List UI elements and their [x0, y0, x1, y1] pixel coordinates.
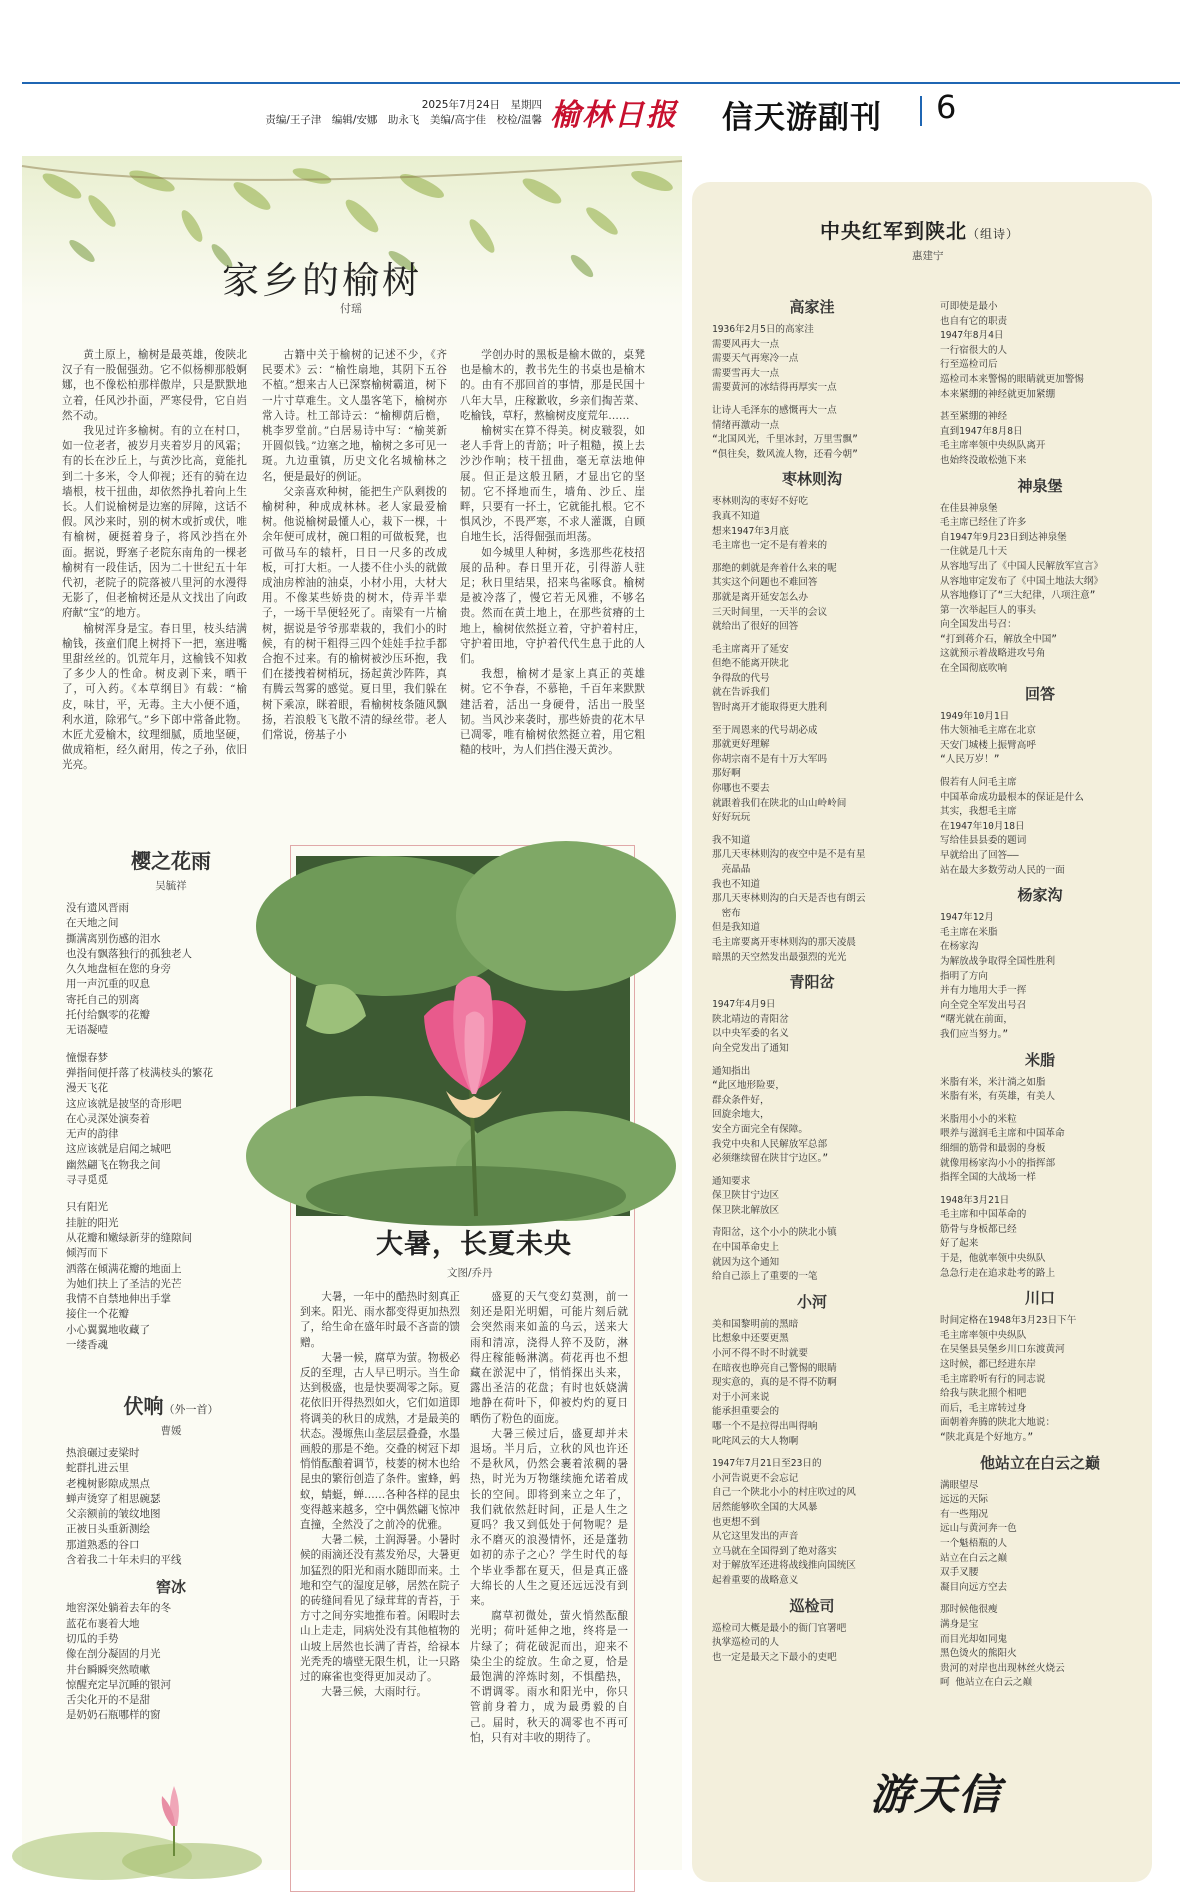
poem-line: 双手叉腰 — [940, 1567, 979, 1579]
poem-body-2 — [66, 1601, 276, 1723]
poem-line: 通知要求 — [712, 1175, 751, 1187]
poem-line: 毛主席已经住了许多 — [940, 517, 1027, 529]
paragraph: 大暑三候，大雨时行。 — [321, 1686, 428, 1699]
poem-line: 面朝着奔腾的陕北大地说： — [940, 1417, 1056, 1429]
paragraph: 榆树实在算不得美。树皮皲裂，如老人手背上的青筋；叶子粗糙，摸上去沙沙作响；枝干扭曲，毫无章法地伸展。但正是这般丑陋，才显出它的坚韧。它不择地而生，墙角、沙丘、崖畔，只要有一抔土，它就能扎根。它不惧风沙，不畏严寒，不求人灌溉，自顾自地生长，活得倔强而坦荡。 — [460, 425, 645, 544]
poem-line: 憧憬春梦 — [66, 1051, 108, 1064]
poem-line: “北国风光，千里冰封，万里雪飘” — [712, 434, 858, 446]
poem-line: 这应该就是披坚的奇形吧 — [66, 1097, 182, 1110]
poem-title — [66, 1390, 276, 1419]
poem-line: 黑色烫火的熊阳火 — [940, 1648, 1017, 1660]
poem-section-title: 米脂 — [1024, 1050, 1055, 1069]
stanza-gap — [712, 1449, 912, 1457]
poem-line: 接住一个花瓣 — [66, 1308, 129, 1321]
poem-line: 小河不得不时不时就要 — [712, 1348, 808, 1360]
paragraph: 我想，榆树才是家上真正的英雄树。它不争春，不慕艳，千百年来默默建活着，活出一身硬骨，活出一股坚韧。当风沙来袭时，那些娇贵的花木早已凋零，唯有榆树依然挺立着，用它粗糙的枝叶，为人们挡住漫天黄沙。 — [460, 668, 645, 757]
stanza-gap — [712, 1167, 912, 1175]
poem-line: 急急行走在追求赴考的路上 — [940, 1267, 1056, 1279]
poem-line: 1949年10月1日 — [940, 710, 1010, 722]
newspaper-logo: 榆林日报 — [550, 98, 678, 133]
poem-line: 自己一个陕北小小的村庄吹过的风 — [712, 1487, 856, 1499]
poem-section-title: 枣林则沟 — [781, 470, 842, 489]
poem-cycle-column-1 — [712, 290, 912, 1770]
poem-line: 那几天枣林则沟的夜空中是不是有星 — [712, 849, 866, 861]
poem-line: 就因为这个通知 — [712, 1256, 780, 1268]
poem-line: 蛇群扎进云里 — [66, 1462, 129, 1475]
poem-line: 一个魁梧瓶的人 — [940, 1537, 1008, 1549]
poem-line: 保卫陕甘宁边区 — [712, 1190, 780, 1202]
poem-line: 安全方面完全有保障。 — [712, 1123, 808, 1135]
poem-line: 天安门城楼上振臂高呼 — [940, 739, 1036, 751]
poem-line: 并有力地用大手一挥 — [940, 985, 1027, 997]
poem-line: 立马就在全国得到了绝对落实 — [712, 1545, 837, 1557]
stanza-gap — [940, 402, 1140, 410]
stanza-gap — [712, 716, 912, 724]
essay-author-summer: 文图/乔丹 — [447, 1267, 493, 1279]
poem-line: 也始终没敢松弛下来 — [940, 454, 1027, 466]
poem-line: 1947年12月 — [940, 912, 994, 924]
section-title: 信天游副刊 — [722, 100, 882, 136]
poem-line: 巡检司大概是最小的衙门官署吧 — [712, 1622, 847, 1634]
poem-line: “曙光就在前面， — [940, 1014, 1013, 1026]
stanza-gap — [66, 1188, 276, 1200]
essay-summer-column-2 — [470, 1290, 628, 1880]
poem-line: 像在剖分凝固的月光 — [66, 1648, 161, 1661]
poem-line: 其实，我想毛主席 — [940, 806, 1017, 818]
poem-line: 争得敌的代号 — [712, 672, 770, 684]
poem-line: 比想象中还要更黑 — [712, 1333, 789, 1345]
poem-line: 用一声沉重的叹息 — [66, 978, 150, 991]
paragraph: 父亲喜欢种树，能把生产队剩拨的榆树种，种成成林林。老人家最爱榆树。他说榆树最懂人心，栽下一棵，十余年便可成材，碗口粗的可做板凳，也可做马车的辕杆，日日一尺多的改成板，可打大柜。一人搂不住小头的就做成油房榨油的油桌，小材小用，大材大用。不像某些娇贵的树木，侍弄半辈子，一场干旱便轻死了。南梁有一片榆树，据说是爷爷那辈栽的，我们小的时候，有的树干粗得三四个娃娃手拉手都合抱不过来。有的榆树被沙压环抱，我们在搂拽着树梢玩，扬起黄沙阵阵，真有腾云驾雾的感觉。夏日里，我们躲在树下乘凉，眯着眼，看榆树枝条随风飘扬，若浪般飞飞散不清的绿丝带。老人们常说，傍基子小 — [262, 485, 447, 742]
poem-section-title: 小河 — [796, 1292, 827, 1311]
poem-line: 在佳县神泉堡 — [940, 502, 998, 514]
poem-line: “此区地形险要， — [712, 1080, 785, 1092]
stanza-gap — [712, 635, 912, 643]
poem-line: 筋骨与身板都已经 — [940, 1223, 1017, 1235]
poem-line: 寻寻觅觅 — [66, 1174, 108, 1187]
poem-line: 在心灵深处演奏着 — [66, 1112, 150, 1125]
poem-line: 蓝花布裹着大地 — [66, 1617, 140, 1630]
poem-line: 以中央军委的名义 — [712, 1028, 789, 1040]
poem-line: 需要黄河的冰结得再厚实一点 — [712, 382, 837, 394]
poem-line: 撕满离别伤感的泪水 — [66, 932, 161, 945]
poem-line: 米脂用小小的米粒 — [940, 1113, 1017, 1125]
poem-line: 只有阳光 — [66, 1201, 108, 1214]
poem-line: 好了起来 — [940, 1238, 979, 1250]
stanza-gap — [940, 1105, 1140, 1113]
poem-line: 1948年3月21日 — [940, 1194, 1010, 1206]
poem-section-title: 他站立在白云之巅 — [979, 1453, 1100, 1472]
poem-line: 早就给出了回答—— — [940, 850, 1019, 861]
poem-line: 远山与黄河奔一色 — [940, 1523, 1017, 1535]
poem-line: 那时候他很瘦 — [940, 1604, 998, 1616]
poem-line: 哪一个不是拉得出叫得响 — [712, 1421, 818, 1432]
poem-line: 满身是宝 — [940, 1618, 979, 1630]
poem-line: 惊醒充定早沉睡的银河 — [66, 1678, 171, 1691]
paragraph: 榆树浑身是宝。春日里，枝头结满榆钱，孩童们爬上树捋下一把，塞进嘴里甜丝丝的。饥荒年月，这榆钱不知救了多少人的性命。树皮剥下来，晒干了，可入药。《本草纲目》有载：“榆皮，味甘，平，无毒。主大小便不通，利水道，除邪气。”乡下郎中常备此物。木匠尤爱榆木，纹理细腻，质地坚硬，做成箱柜，经久耐用，传之子孙，依旧光亮。 — [62, 622, 247, 772]
poem-line: 1947年8月4日 — [940, 330, 1004, 342]
poem-line: 至于周恩来的代号胡必成 — [712, 724, 818, 736]
paragraph: 盛夏的天气变幻莫测，前一刻还是阳光明媚，可能片刻后就会突然雨来如盖的乌云，送来大雨和清凉，浇得人猝不及防，淋得庄稼能畅淋漓。荷花再也不想藏在淤泥中了，悄悄探出头来，露出圣洁的花盘；有时也妖娆满地静在荷叶下，仰被灼灼的夏日晒伤了粉色的面庞。 — [470, 1291, 628, 1425]
poem-line: 可即使是最小 — [940, 301, 998, 312]
poem-line: “俱往矣，数风流人物，还看今朝” — [712, 448, 858, 460]
poem-line: 行至巡检司后 — [940, 359, 998, 371]
poem-line: 小河告说更不会忘记 — [712, 1472, 799, 1484]
essay-title-hometown: 家乡的榆树 — [222, 259, 422, 302]
poem-line: 现实意的，真的是不得不防啊 — [712, 1377, 837, 1389]
paragraph: 大暑一候，腐草为萤。物极必反的至理，古人早已明示。当生命达到极盛，也是快要凋零之际。夏花依旧开得热烈如火，它们如道即将调美的秋日的成熟，才是最美的状态。漫塬焦山垄层层叠叠，水墨画般的那是不绝。交叠的树冠下却悄悄酝酿着调节，枝萎的树木也给昆虫的繁衍创造了条件。蜜蜂，蚂蚁，蜻蜓，蝉……各种各样的昆虫变得越来越多，空中偶然翩飞惊冲直撞，全然没了之前冷的优雅。 — [300, 1351, 460, 1532]
poem-line: 毛主席率领中央纵队离开 — [940, 440, 1046, 452]
poem-line: 也一定是最天之下最小的吏吧 — [712, 1651, 837, 1663]
poem-line: 密布 — [712, 907, 741, 919]
poem-line: 必须继续留在陕甘宁边区。” — [712, 1153, 829, 1165]
paragraph: 大暑三候过后，盛夏却并未退场。半月后，立秋的风也许还不是秋风，仍然会裹着浓稠的暑热，时光为万物继续施允诺着成长的空间。即将到来立之年了，我们就依然赶时间，正是人生之夏吗？我又到低处于何物呢？是永不磨灭的浪漫情怀，还是蓬勃如初的赤子之心？学生时代的每个毕业季都在夏天，但是真正盛大绵长的人生之夏还远远没有到来。 — [470, 1427, 628, 1608]
poem-line: 为她们扶上了圣洁的光芒 — [66, 1277, 182, 1290]
masthead — [22, 84, 1180, 136]
poem-line: 小心翼翼地收藏了 — [66, 1323, 150, 1336]
poem-line: 想来1947年3月底 — [712, 525, 789, 537]
poem-line: 我情不自禁地伸出手掌 — [66, 1293, 171, 1306]
poem-line: 但是我知道 — [712, 922, 760, 934]
poem-line: 其实这个问题也不难回答 — [712, 577, 818, 589]
poem-line: 在全国彻底吹响 — [940, 663, 1008, 675]
poem-section-title: 巡检司 — [789, 1596, 835, 1615]
poem-line: 向全党全军发出号召 — [940, 999, 1027, 1011]
poem-line: 远远的天际 — [940, 1494, 988, 1506]
poem-line: 美和国黎明前的黑暗 — [712, 1318, 799, 1330]
poem-line: 在1947年10月18日 — [940, 820, 1025, 832]
poem-line: 毛主席聆听有行的同志说 — [940, 1373, 1046, 1385]
poem-line: 居然能够吹全国的大风暴 — [712, 1501, 818, 1513]
poem-line: 于是，他就率领中央纵队 — [940, 1253, 1046, 1265]
poem-line: 也自有它的职责 — [940, 315, 1008, 327]
stanza-gap — [712, 826, 912, 834]
poem-line: 站立在白云之巅 — [940, 1552, 1008, 1564]
poem-line: 陕北靖边的青阳岔 — [712, 1013, 789, 1025]
poem-line: 热浪碾过麦梁时 — [66, 1447, 140, 1459]
poem-cycle-title-main: 中央红军到陕北 — [820, 219, 967, 243]
editor-credits: 责编/王子津 编辑/安娜 助永飞 美编/高宇佳 校检/温馨 — [265, 114, 542, 126]
poem-line: 好好玩玩 — [712, 812, 751, 824]
poem-line: 井台瞬瞬突然喷嗽 — [66, 1663, 150, 1676]
issue-date: 2025年7月24日 星期四 — [421, 99, 542, 111]
poem-line: 你胡宗南不是有十万大军吗 — [712, 753, 828, 765]
poem-body — [66, 901, 276, 1353]
poem-line: “人民万岁！” — [940, 754, 1000, 766]
poem-line: 你哪也不要去 — [712, 783, 770, 795]
poem-line: 让诗人毛泽东的感慨再大一点 — [712, 404, 837, 416]
poem-line: 托付给飘零的花瓣 — [66, 1009, 150, 1022]
poem-line: 从容地写出了《中国人民解放军宣言》 — [940, 560, 1104, 572]
poem-line: 暗黑的天空然发出最强烈的光光 — [712, 951, 847, 963]
poem-line: 1947年7月21日至23日的 — [712, 1458, 822, 1470]
poem-line: 米脂有米，有英雄，有美人 — [940, 1091, 1056, 1103]
poem-line: 甚至紧绷的神经 — [940, 411, 1008, 423]
poem-line: 我不知道 — [712, 834, 751, 846]
poem-line: “陕北真是个好地方。” — [940, 1432, 1034, 1443]
poem-line: 对于解放军还进将战线推向国统区 — [712, 1560, 856, 1572]
poem-line: 需要天气再寒冷一点 — [712, 353, 799, 365]
paragraph: 大暑二候，土润溽暑。小暑时候的雨滴还没有蒸发殆尽，大暑更加猛烈的阳光和雨水随即而来。土地和空气的湿度足够，居然在院子的砖缝间看见了绿茸茸的青苔，于方寸之间夯实地推布着。闲暇时去山上走走，同病处没有其他植物的山坡上居然也长满了青苔，给禄本光秃秃的墙壁无限生机，让一只路过的麻雀也变得更加灵动了。 — [300, 1534, 460, 1684]
poem-line: 这应该就是启闻之城吧 — [66, 1143, 171, 1156]
poem-line: 我真不知道 — [712, 510, 760, 522]
stanza-gap — [712, 396, 912, 404]
poem-line: 有一些翔况 — [940, 1508, 988, 1520]
masthead-divider — [920, 96, 922, 126]
poem-line: 在杨家沟 — [940, 941, 979, 953]
poem-line: 那好啊 — [712, 768, 741, 780]
poem-line: 就像用杨家沟小小的指挥部 — [940, 1157, 1056, 1169]
poem-line: 中国革命成功最根本的保证是什么 — [940, 791, 1084, 803]
paragraph: 如今城里人种树，多选那些花枝招展的品种。春日里开花，引得游人驻足；秋日里结果，招来鸟雀啄食。榆树是被冷落了，慢它若无风雅，不够名贵。然而在黄土地上，在那些贫瘠的土地上，榆树依然挺立着，守护着村庄，守护着田地，守护着代代生息于此的人们。 — [460, 546, 645, 666]
poem-line: 在吴堡县吴堡乡川口东渡黄河 — [940, 1344, 1065, 1356]
poem-line: 正被日头重新测绘 — [66, 1523, 150, 1536]
poem-line: 毛主席也一定不是有着来的 — [712, 540, 828, 552]
poem-line: 一缕香魂 — [66, 1339, 108, 1352]
poem-line: 毛主席和中国革命的 — [940, 1209, 1027, 1221]
poem-sakura — [66, 845, 276, 1352]
poem-line: 毛主席要离开枣林则沟的那天凌晨 — [712, 936, 856, 948]
stanza-gap — [940, 1186, 1140, 1194]
poem-line: 亮晶晶 — [712, 864, 751, 875]
poem-line: 直到1947年8月8日 — [940, 425, 1023, 437]
poem-line: 写给佳县县委的题词 — [940, 835, 1027, 847]
poem-line: 那就更好理解 — [712, 739, 770, 751]
poem-author: 曹媛 — [160, 1425, 182, 1437]
poem-line: 青阳岔，这个小小的陕北小镇 — [712, 1227, 837, 1239]
poem-line: 本来紧绷的神经就更加紧绷 — [940, 388, 1056, 400]
poem-line: 站在最大多数劳动人民的一面 — [940, 864, 1065, 876]
paragraph: 学创办时的黑板是榆木做的，桌凳也是榆木的，教书先生的书桌也是榆木的。由有不那回首的事情，那是民国十八年大旱，庄稼歉收，乡亲们掏苦菜、吃榆钱，草籽，熬榆树皮度荒年…… — [460, 349, 645, 422]
poem-line: 第一次举起巨人的事头 — [940, 604, 1036, 616]
poem-line: 也更想不到 — [712, 1516, 760, 1528]
poem-line: 为解放战争取得全国性胜利 — [940, 955, 1056, 967]
poem-line: 喂养与滋润毛主席和中国革命 — [940, 1128, 1065, 1140]
poem-title-2: 窖冰 — [155, 1578, 186, 1597]
poem-line: 在暗夜也睁亮自己警惕的眼睛 — [712, 1362, 837, 1374]
column-logo: 游天信 — [870, 1770, 1003, 1819]
poem-line: 毛主席离开了延安 — [712, 643, 789, 655]
poem-line: 叱咤风云的大人物啊 — [712, 1435, 799, 1447]
poem-line: 回旋余地大， — [712, 1109, 770, 1121]
essay-title-summer: 大暑，长夏未央 — [376, 1229, 572, 1260]
poem-line: 通知指出 — [712, 1065, 751, 1077]
poem-line: 1947年4月9日 — [712, 999, 776, 1011]
poem-line: 切瓜的手势 — [66, 1632, 119, 1645]
poem-line: 毛主席在米脂 — [940, 926, 998, 938]
poem-line: 老槐树影隙成黑点 — [66, 1477, 150, 1490]
poem-line: 那道熟悉的谷口 — [66, 1538, 140, 1551]
poem-line: 没有遗风晋雨 — [66, 902, 129, 914]
stanza-gap — [712, 1057, 912, 1065]
poem-section-title: 青阳岔 — [789, 973, 835, 992]
poem-line: 贵河的对岸也出现林丝火烧云 — [940, 1662, 1065, 1674]
poem-line: 是奶奶石瓶哪样的窗 — [66, 1709, 161, 1722]
poem-line: 米脂有米，米汁淌之如脂 — [940, 1076, 1046, 1088]
page-number: 6 — [936, 88, 957, 126]
poem-line: 从花瓣和嫩绿新芽的缝隙间 — [66, 1231, 192, 1244]
poem-line: 从容地审定发布了《中国土地法大纲》 — [940, 575, 1104, 587]
poem-line: 也没有飘落独行的孤独老人 — [66, 947, 192, 960]
poem-line: 这时候，都已经进东岸 — [940, 1359, 1036, 1371]
poem-line: 洒落在倾满花瓣的地面上 — [66, 1262, 182, 1275]
poem-line: 保卫陕北解放区 — [712, 1204, 780, 1216]
poem-section-title: 回答 — [1024, 684, 1055, 703]
poem-line: 而目光却如同鬼 — [940, 1633, 1008, 1645]
masthead-info — [222, 98, 542, 128]
paragraph: 我见过许多榆树。有的立在村口，如一位老者，被岁月夹着岁月的风霜；有的长在沙丘上，与黄沙比高，竟能扎到二十多米，令人仰视；还有的骑在边墙根，枝干扭曲，却依然挣扎着向上生长。人们说榆树是边塞的屏障，这话不假。风沙来时，别的树木或折或伏，唯有榆树，硬挺着身子，将风沙挡在外面。据说，野塞子老院东南角的一棵老榆树有一段佳话，因为二十世纪五十年代初，老院子的院落被八里河的水漫得无影了，但老榆树还是从文找出了向政府献“宝”的地方。 — [62, 425, 247, 620]
poem-line: 那绝的刺就是奔着什么来的呢 — [712, 562, 837, 574]
poem-line: 就在告诉我们 — [712, 687, 770, 699]
poem-fufu — [66, 1390, 276, 1810]
poem-line: 毛主席率领中央纵队 — [940, 1329, 1027, 1341]
lotus-photo — [296, 856, 630, 1216]
poem-line: 从它这里发出的声音 — [712, 1531, 799, 1543]
stanza-gap — [712, 1218, 912, 1226]
poem-line: 能承担重要会的 — [712, 1406, 780, 1418]
poem-line: 伟大领袖毛主席在北京 — [940, 725, 1036, 737]
poem-line: 我也不知道 — [712, 878, 760, 890]
poem-line: 挂脏的阳光 — [66, 1216, 119, 1229]
poem-line: 就给出了很好的回答 — [712, 621, 799, 633]
poem-line: 无声的韵律 — [66, 1128, 119, 1141]
poem-line: 地窖深处躺着去年的冬 — [66, 1602, 171, 1615]
poem-line: 执掌巡检司的人 — [712, 1637, 780, 1649]
poem-section-title: 神泉堡 — [1017, 476, 1063, 495]
poem-line: 凝目向远方空去 — [940, 1581, 1008, 1593]
poem-line: 满眼望尽 — [940, 1479, 979, 1491]
poem-line: 1936年2月5日的高家洼 — [712, 324, 814, 335]
poem-body — [66, 1446, 276, 1568]
paragraph: 黄土原上，榆树是最英雄，俊陕北汉子有一股倔强劲。它不似杨柳那般婀娜，也不像松柏那样傲岸，只是默默地立着，任风沙扑面，严寒侵骨，它自岿然不动。 — [62, 349, 247, 422]
poem-line: 弹指间便扦落了枝满枝头的繁花 — [66, 1066, 213, 1079]
poem-line: 向全党发出了通知 — [712, 1042, 789, 1054]
poem-line: 倾泻而下 — [66, 1247, 108, 1260]
poem-line: 而后，毛主席转过身 — [940, 1402, 1027, 1414]
stanza-gap — [940, 768, 1140, 776]
poem-line: 起着重要的战略意义 — [712, 1574, 799, 1586]
poem-line: 假若有人问毛主席 — [940, 777, 1017, 789]
poem-line: 群众条件好， — [712, 1094, 770, 1106]
poem-line: 指明了方向 — [940, 970, 988, 982]
poem-title-sub: （外一首） — [163, 1403, 219, 1416]
poem-author: 吴毓祥 — [155, 880, 187, 892]
poem-line: 枣林则沟的枣好不好吃 — [712, 496, 808, 508]
poem-line: 无语凝噎 — [66, 1024, 108, 1037]
poem-line: 自1947年9月23日到达神泉堡 — [940, 531, 1067, 543]
poem-line: 需要雪再大一点 — [712, 367, 780, 379]
essay-summer-column-1 — [300, 1290, 460, 1880]
poem-line: 我党中央和人民解放军总部 — [712, 1138, 828, 1150]
poem-line: 舌尖化开的不是甜 — [66, 1694, 150, 1707]
poem-line: 对于小河来说 — [712, 1391, 770, 1403]
essay-author-hometown: 付瑶 — [340, 302, 362, 315]
poem-line: 蝉声烫穿了相思碗瑟 — [66, 1492, 161, 1505]
poem-cycle-column-2 — [940, 300, 1140, 1740]
poem-line: 给我与陕北照个相吧 — [940, 1388, 1027, 1400]
poem-line: 就跟着我们在陕北的山山岭岭间 — [712, 797, 847, 809]
paragraph: 古籍中关于榆树的记述不少，《齐民要术》云：“榆性扇地，其阴下五谷不植。”想来古人已深察榆树霸道，树下一片寸草难生。文人墨客笔下，榆树亦常入诗。杜工部诗云：“榆柳荫后檐，桃李罗堂前。”白居易诗中写：“榆荚新开圆似钱。”边塞之地，榆树之多可见一斑。九边重镇，历史文化名城榆林之名，便是最好的例证。 — [262, 349, 447, 483]
poem-line: 一行宿很大的人 — [940, 344, 1008, 356]
poem-line: 从容地修订了“三大纪律，八项注意” — [940, 590, 1096, 602]
poem-line: 但绝不能离开陕北 — [712, 658, 789, 670]
poem-line: 在天地之间 — [66, 917, 119, 930]
poem-line: 这就预示着战略进攻号角 — [940, 648, 1046, 660]
poem-line: 时间定格在1948年3月23日下午 — [940, 1315, 1077, 1327]
poem-section-title: 高家洼 — [789, 298, 835, 316]
poem-line: 父亲额前的皱纹地图 — [66, 1508, 161, 1521]
poem-line: 需要风再大一点 — [712, 338, 780, 350]
poem-title-main: 伏响 — [123, 1394, 164, 1418]
poem-line: 那就是离开延安怎么办 — [712, 591, 808, 603]
poem-section-title: 杨家沟 — [1017, 886, 1063, 905]
poem-line: 三天时间里，一天半的会议 — [712, 606, 828, 618]
poem-cycle-title — [820, 215, 1019, 244]
poem-line: 智时离开才能取得更大胜利 — [712, 702, 828, 714]
essay-hometown-column-1 — [62, 348, 247, 783]
poem-line: 给自己添上了重要的一笔 — [712, 1271, 818, 1283]
poem-line: 指挥全国的大战场一样 — [940, 1172, 1036, 1184]
poem-line: 寄托自己的别离 — [66, 993, 140, 1006]
poem-cycle-author: 惠建宁 — [912, 250, 944, 262]
poem-line: 久久地盘桓在您的身旁 — [66, 963, 171, 976]
essay-hometown-column-3 — [460, 348, 645, 783]
poem-line: 我们应当努力。” — [940, 1028, 1009, 1040]
poem-title: 樱之花雨 — [131, 849, 211, 873]
paragraph: 腐草初微处，萤火悄然酝酿光明；荷叶延伸之地，终将是一片绿了；荷花破泥而出，迎来不染尘尘的绽放。生命之夏，恰是最饱满的淬炼时刻，不惧酷热，不谓调零。雨水和阳光中，你只管前身着力，成为最勇毅的自己。届时，秋天的凋零也不再可怕，只有对丰收的期待了。 — [470, 1610, 628, 1744]
stanza-gap — [940, 1595, 1140, 1603]
stanza-gap — [66, 1039, 276, 1051]
poem-line: 细细的筋骨和最弱的身板 — [940, 1142, 1046, 1154]
essay-hometown-column-2 — [262, 348, 447, 783]
poem-line: 漫天飞花 — [66, 1082, 108, 1095]
poem-line: 一住就是几十天 — [940, 546, 1008, 558]
poem-line: 情绪再激动一点 — [712, 419, 780, 431]
poem-line: 含着我二十年未归的平线 — [66, 1554, 182, 1567]
poem-line: 向全国发出号召： — [940, 619, 1017, 631]
poem-line: “打到蒋介石，解放全中国” — [940, 633, 1058, 645]
stanza-gap — [712, 554, 912, 562]
poem-cycle-title-sub: （组诗） — [967, 227, 1020, 241]
poem-line: 那几天枣林则沟的白天是否也有朗云 — [712, 893, 866, 905]
poem-line: 幽然翩飞在物我之间 — [66, 1158, 161, 1171]
poem-line: 呵 他站立在白云之巅 — [940, 1677, 1033, 1689]
poem-section-title: 川口 — [1024, 1289, 1055, 1308]
paragraph: 大暑，一年中的酷热时刻真正到来。阳光、雨水都变得更加热烈了，给生命在盛年时最不吝啬的馈赠。 — [300, 1291, 460, 1349]
poem-line: 巡检司本来警惕的眼睛就更加警惕 — [940, 373, 1084, 385]
poem-line: 在中国革命史上 — [712, 1242, 780, 1254]
